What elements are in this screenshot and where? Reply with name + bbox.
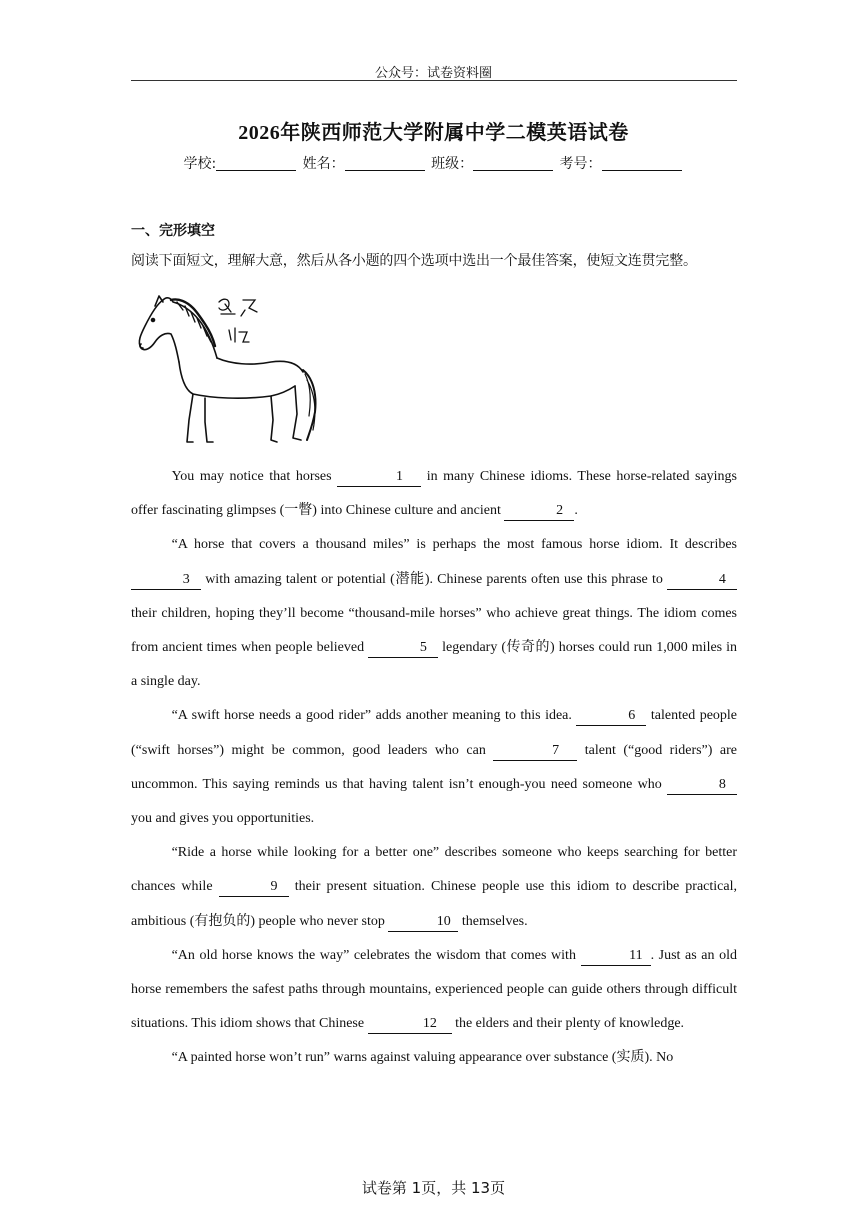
name-label: 姓名： [302,156,345,172]
school-label: 学校: [183,156,217,172]
section-heading: 一、完形填空 [131,223,215,239]
blank-9[interactable]: 9 [219,878,289,897]
passage-text: talented people (“swift horses”) might be common, good leaders who can [131,708,738,758]
passage-text: “A swift horse needs a good rider” adds another meaning to this idea. [171,708,572,724]
paragraph-3 [131,699,737,836]
blank-10[interactable]: 10 [388,913,458,932]
cloze-passage [131,460,737,1076]
paragraph-4 [131,836,737,939]
exam-number-blank[interactable] [602,156,682,171]
passage-text: you and gives you opportunities. [131,811,315,827]
exam-number-label: 考号： [559,156,602,172]
passage-text: themselves. [461,913,528,929]
page-title: 2026年陕西师范大学附属中学二模英语试卷 [238,122,629,144]
passage-text: “A painted horse won’t run” warns against valuing appearance over substance (实质). No [171,1050,674,1066]
passage-text: You may notice that horses [171,469,332,484]
passage-text: . Just as an old horse remembers the safest paths through mountains, experienced people can guide others through difficult situations. This idiom shows that Chinese [131,947,738,1032]
horse-drawing-icon [131,290,331,450]
section-instruction: 阅读下面短文，理解大意，然后从各小题的四个选项中选出一个最佳答案，使短文连贯完整。 [131,253,697,269]
blank-3[interactable]: 3 [131,571,201,590]
paragraph-5 [131,939,737,1042]
header-divider [131,80,737,81]
blank-6[interactable]: 6 [576,707,646,726]
passage-text: with amazing talent or potential (潜能). Chinese parents often use this phrase to [205,571,663,587]
passage-text: talent (“good riders”) are uncommon. This saying reminds us that having talent isn’t enough-you need someone who [131,742,737,792]
passage-text: “An old horse knows the way” celebrates the wisdom that comes with [171,947,576,963]
passage-text: in many Chinese idioms. These horse-related sayings offer fascinating glimpses (一瞥) into Chinese culture and ancient [131,469,737,519]
paragraph-2 [131,528,737,699]
school-blank[interactable] [216,156,296,171]
page-footer: 试卷第 1页，共 13页 [361,1179,506,1197]
passage-text: their present situation. Chinese people use this idiom to describe practical, ambitious (有抱负的) people who never stop [131,879,737,929]
blank-1[interactable]: 1 [337,468,421,487]
name-blank[interactable] [345,156,425,171]
blank-2[interactable]: 2 [504,502,574,521]
passage-text: legendary (传奇的) horses could run 1,000 miles in a single day. [131,640,738,690]
blank-11[interactable]: 11 [581,947,651,966]
student-info-line [0,153,867,173]
passage-text: “Ride a horse while looking for a better one” describes someone who keeps searching for better chances while [131,845,737,895]
paragraph-6 [131,1041,737,1075]
horse-illustration [131,290,331,450]
blank-12[interactable]: 12 [368,1015,452,1034]
passage-text: their children, hoping they’ll become “thousand-mile horses” who achieve great things. The idiom comes from ancient times when people believed [131,605,737,656]
passage-text: “A horse that covers a thousand miles” is perhaps the most famous horse idiom. It describes [171,537,737,553]
blank-7[interactable]: 7 [493,742,577,761]
blank-8[interactable]: 8 [667,776,737,795]
class-label: 班级： [431,156,474,172]
class-blank[interactable] [473,156,553,171]
passage-text: the elders and their plenty of knowledge. [455,1016,685,1032]
paragraph-1 [131,460,737,528]
blank-5[interactable]: 5 [368,639,438,658]
page-header: 公众号：试卷资料圈 [374,66,492,81]
blank-4[interactable]: 4 [667,571,737,590]
passage-text: . [574,503,578,519]
